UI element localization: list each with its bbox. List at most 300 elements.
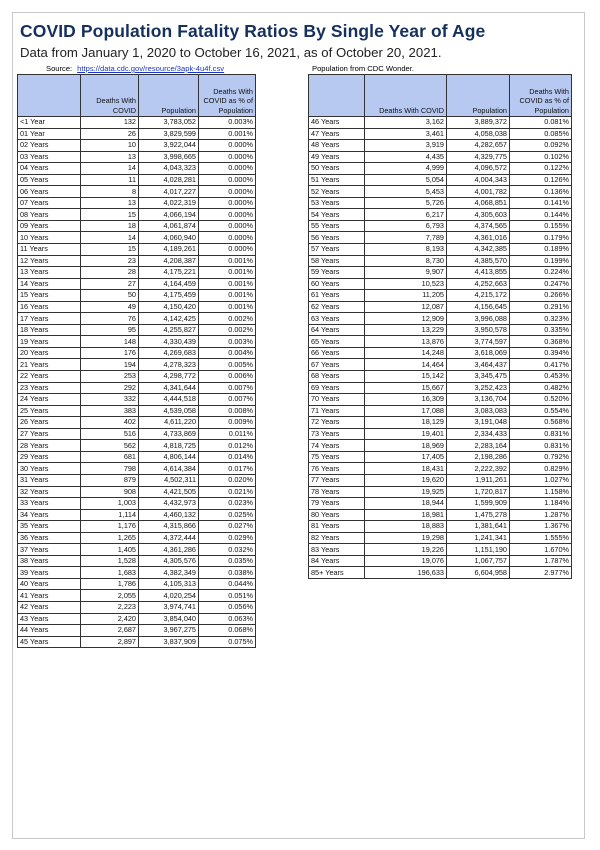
table-row (18, 290, 256, 302)
deaths-cell: 1,405 (81, 544, 139, 556)
percent-cell: 0.482% (510, 382, 572, 394)
table-row (309, 544, 572, 556)
age-cell: 21 Years (18, 359, 81, 371)
age-cell: 53 Years (309, 197, 365, 209)
percent-cell: 0.189% (510, 244, 572, 256)
table-row (18, 532, 256, 544)
age-cell: 38 Years (18, 555, 81, 567)
deaths-cell: 15 (81, 209, 139, 221)
age-cell: 22 Years (18, 371, 81, 383)
population-cell: 4,502,311 (139, 474, 199, 486)
deaths-cell: 194 (81, 359, 139, 371)
table-row (309, 417, 572, 429)
table-row (18, 590, 256, 602)
deaths-cell: 176 (81, 347, 139, 359)
percent-cell: 0.000% (199, 220, 256, 232)
table-row (18, 578, 256, 590)
deaths-cell: 516 (81, 428, 139, 440)
percent-cell: 0.085% (510, 128, 572, 140)
percent-cell: 0.023% (199, 498, 256, 510)
percent-cell: 0.453% (510, 371, 572, 383)
deaths-cell: 908 (81, 486, 139, 498)
table-row (18, 509, 256, 521)
table-row (309, 278, 572, 290)
age-cell: 65 Years (309, 336, 365, 348)
percent-cell: 0.035% (199, 555, 256, 567)
deaths-cell: 6,217 (365, 209, 447, 221)
percent-cell: 0.122% (510, 163, 572, 175)
percent-cell: 0.199% (510, 255, 572, 267)
table-row (18, 555, 256, 567)
population-cell: 4,060,940 (139, 232, 199, 244)
percent-cell: 0.017% (199, 463, 256, 475)
age-cell: 26 Years (18, 417, 81, 429)
table-row (309, 209, 572, 221)
age-header (18, 75, 81, 117)
percent-cell: 1.158% (510, 486, 572, 498)
population-cell: 4,269,683 (139, 347, 199, 359)
age-cell: 17 Years (18, 313, 81, 325)
population-cell: 4,278,323 (139, 359, 199, 371)
table-row (18, 382, 256, 394)
age-cell: 19 Years (18, 336, 81, 348)
deaths-cell: 18,981 (365, 509, 447, 521)
deaths-cell: 17,405 (365, 451, 447, 463)
source-link[interactable]: https://data.cdc.gov/resource/3apk-4u4f.csv (77, 64, 225, 73)
percent-cell: 0.027% (199, 521, 256, 533)
population-cell: 3,950,578 (447, 324, 510, 336)
deaths-cell: 13 (81, 197, 139, 209)
table-row (18, 451, 256, 463)
population-cell: 4,413,855 (447, 267, 510, 279)
percent-cell: 0.831% (510, 440, 572, 452)
table-row (309, 451, 572, 463)
age-cell: 79 Years (309, 498, 365, 510)
percent-cell: 0.144% (510, 209, 572, 221)
percent-cell: 0.003% (199, 117, 256, 129)
table-row (309, 117, 572, 129)
percent-cell: 0.001% (199, 128, 256, 140)
table-row (309, 186, 572, 198)
population-cell: 4,022,319 (139, 197, 199, 209)
table-row (309, 555, 572, 567)
age-cell: 06 Years (18, 186, 81, 198)
table-row (18, 521, 256, 533)
population-cell: 4,374,565 (447, 220, 510, 232)
percent-cell: 0.000% (199, 151, 256, 163)
deaths-cell: 18 (81, 220, 139, 232)
table-row (18, 347, 256, 359)
deaths-cell: 13,876 (365, 336, 447, 348)
table-row (18, 244, 256, 256)
table-row (18, 278, 256, 290)
percent-cell: 0.081% (510, 117, 572, 129)
table-row (309, 151, 572, 163)
table-row (18, 301, 256, 313)
table-row (309, 313, 572, 325)
age-cell: 27 Years (18, 428, 81, 440)
population-cell: 3,922,044 (139, 140, 199, 152)
population-cell: 4,061,874 (139, 220, 199, 232)
deaths-cell: 3,461 (365, 128, 447, 140)
age-header (309, 75, 365, 117)
age-cell: 05 Years (18, 174, 81, 186)
table-row (309, 301, 572, 313)
age-cell: 28 Years (18, 440, 81, 452)
age-cell: 57 Years (309, 244, 365, 256)
deaths-cell: 15,667 (365, 382, 447, 394)
table-row (309, 128, 572, 140)
table-row (309, 382, 572, 394)
age-cell: 42 Years (18, 601, 81, 613)
table-row (18, 625, 256, 637)
population-cell: 3,854,040 (139, 613, 199, 625)
age-cell: 29 Years (18, 451, 81, 463)
population-cell: 4,341,644 (139, 382, 199, 394)
age-cell: 59 Years (309, 267, 365, 279)
population-cell: 3,083,083 (447, 405, 510, 417)
percent-cell: 0.368% (510, 336, 572, 348)
deaths-cell: 15 (81, 244, 139, 256)
table-row (18, 371, 256, 383)
deaths-cell: 19,925 (365, 486, 447, 498)
table-row (309, 255, 572, 267)
table-row (18, 209, 256, 221)
table-row (309, 463, 572, 475)
population-cell: 4,043,323 (139, 163, 199, 175)
deaths-cell: 1,176 (81, 521, 139, 533)
table-row (309, 347, 572, 359)
population-cell: 4,282,657 (447, 140, 510, 152)
deaths-cell: 50 (81, 290, 139, 302)
deaths-cell: 19,620 (365, 474, 447, 486)
age-cell: 85+ Years (309, 567, 365, 579)
population-cell: 1,599,909 (447, 498, 510, 510)
deaths-cell: 11 (81, 174, 139, 186)
age-cell: 51 Years (309, 174, 365, 186)
age-cell: 81 Years (309, 521, 365, 533)
deaths-header: Deaths With COVID (81, 75, 139, 117)
population-cell: 2,198,286 (447, 451, 510, 463)
population-cell: 4,382,349 (139, 567, 199, 579)
percent-cell: 0.001% (199, 278, 256, 290)
age-cell: 25 Years (18, 405, 81, 417)
age-cell: 16 Years (18, 301, 81, 313)
percent-cell: 0.032% (199, 544, 256, 556)
population-cell: 4,175,459 (139, 290, 199, 302)
population-cell: 1,475,278 (447, 509, 510, 521)
table-row (18, 601, 256, 613)
percent-cell: 0.038% (199, 567, 256, 579)
table-row (18, 267, 256, 279)
population-cell: 6,604,958 (447, 567, 510, 579)
population-cell: 1,911,261 (447, 474, 510, 486)
population-cell: 4,058,038 (447, 128, 510, 140)
deaths-cell: 19,076 (365, 555, 447, 567)
deaths-cell: 681 (81, 451, 139, 463)
deaths-cell: 26 (81, 128, 139, 140)
deaths-cell: 3,162 (365, 117, 447, 129)
percent-cell: 0.291% (510, 301, 572, 313)
population-cell: 4,315,866 (139, 521, 199, 533)
age-cell: 56 Years (309, 232, 365, 244)
population-cell: 4,342,385 (447, 244, 510, 256)
table-row (309, 521, 572, 533)
population-cell: 3,829,599 (139, 128, 199, 140)
age-cell: 66 Years (309, 347, 365, 359)
table-row (18, 636, 256, 648)
age-cell: 45 Years (18, 636, 81, 648)
age-cell: 04 Years (18, 163, 81, 175)
percent-cell: 0.102% (510, 151, 572, 163)
population-cell: 4,017,227 (139, 186, 199, 198)
age-cell: 46 Years (309, 117, 365, 129)
percent-cell: 1.787% (510, 555, 572, 567)
deaths-cell: 402 (81, 417, 139, 429)
percent-cell: 0.000% (199, 186, 256, 198)
population-cell: 3,837,909 (139, 636, 199, 648)
age-cell: 63 Years (309, 313, 365, 325)
deaths-cell: 879 (81, 474, 139, 486)
table-row (18, 463, 256, 475)
percent-cell: 0.000% (199, 244, 256, 256)
population-header: Population (139, 75, 199, 117)
age-cell: 07 Years (18, 197, 81, 209)
population-cell: 4,818,725 (139, 440, 199, 452)
age-cell: 10 Years (18, 232, 81, 244)
percent-cell: 0.007% (199, 394, 256, 406)
deaths-cell: 7,789 (365, 232, 447, 244)
table-row (18, 544, 256, 556)
age-cell: 36 Years (18, 532, 81, 544)
population-cell: 4,150,420 (139, 301, 199, 313)
population-cell: 2,222,392 (447, 463, 510, 475)
deaths-cell: 76 (81, 313, 139, 325)
table-row (18, 163, 256, 175)
deaths-cell: 798 (81, 463, 139, 475)
percent-cell: 0.335% (510, 324, 572, 336)
table-row (18, 174, 256, 186)
percent-cell: 0.044% (199, 578, 256, 590)
population-cell: 4,068,851 (447, 197, 510, 209)
age-cell: 43 Years (18, 613, 81, 625)
deaths-cell: 1,528 (81, 555, 139, 567)
percent-cell: 0.247% (510, 278, 572, 290)
age-cell: 77 Years (309, 474, 365, 486)
deaths-cell: 2,223 (81, 601, 139, 613)
age-cell: 09 Years (18, 220, 81, 232)
percent-cell: 0.092% (510, 140, 572, 152)
deaths-cell: 132 (81, 117, 139, 129)
percent-cell: 0.021% (199, 486, 256, 498)
table-row (18, 474, 256, 486)
source-label: Source: (46, 64, 73, 73)
table-row (309, 498, 572, 510)
deaths-cell: 4,999 (365, 163, 447, 175)
percent-cell: 0.001% (199, 301, 256, 313)
deaths-cell: 1,265 (81, 532, 139, 544)
percent-cell: 0.075% (199, 636, 256, 648)
age-cell: 35 Years (18, 521, 81, 533)
age-cell: 11 Years (18, 244, 81, 256)
age-cell: 67 Years (309, 359, 365, 371)
table-row (309, 394, 572, 406)
deaths-cell: 2,687 (81, 625, 139, 637)
population-cell: 4,329,775 (447, 151, 510, 163)
population-cell: 4,252,663 (447, 278, 510, 290)
age-cell: 68 Years (309, 371, 365, 383)
population-cell: 4,305,603 (447, 209, 510, 221)
age-cell: 75 Years (309, 451, 365, 463)
age-cell: 73 Years (309, 428, 365, 440)
deaths-cell: 95 (81, 324, 139, 336)
deaths-cell: 332 (81, 394, 139, 406)
population-cell: 3,967,275 (139, 625, 199, 637)
population-cell: 3,774,597 (447, 336, 510, 348)
percent-cell: 0.000% (199, 232, 256, 244)
percent-cell: 0.008% (199, 405, 256, 417)
percent-cell: 1.027% (510, 474, 572, 486)
table-row (309, 267, 572, 279)
deaths-cell: 17,088 (365, 405, 447, 417)
age-cell: 49 Years (309, 151, 365, 163)
table-row (18, 313, 256, 325)
age-cell: 30 Years (18, 463, 81, 475)
table-row (18, 359, 256, 371)
deaths-cell: 1,003 (81, 498, 139, 510)
percent-cell: 0.006% (199, 371, 256, 383)
table-row (18, 394, 256, 406)
deaths-cell: 10,523 (365, 278, 447, 290)
population-cell: 4,385,570 (447, 255, 510, 267)
deaths-cell: 5,453 (365, 186, 447, 198)
percent-cell: 1.670% (510, 544, 572, 556)
age-cell: 20 Years (18, 347, 81, 359)
table-row (18, 255, 256, 267)
population-cell: 3,464,437 (447, 359, 510, 371)
age-cell: 80 Years (309, 509, 365, 521)
table-row (309, 163, 572, 175)
percent-cell: 0.000% (199, 197, 256, 209)
age-cell: 48 Years (309, 140, 365, 152)
population-cell: 3,996,088 (447, 313, 510, 325)
population-cell: 4,164,459 (139, 278, 199, 290)
age-cell: 61 Years (309, 290, 365, 302)
percent-cell: 0.520% (510, 394, 572, 406)
percent-cell: 0.000% (199, 209, 256, 221)
population-cell: 4,004,343 (447, 174, 510, 186)
population-cell: 1,151,190 (447, 544, 510, 556)
percent-cell: 0.056% (199, 601, 256, 613)
percent-header: Deaths With COVID as % of Population (510, 75, 572, 117)
age-cell: 12 Years (18, 255, 81, 267)
population-cell: 4,444,518 (139, 394, 199, 406)
population-cell: 3,974,741 (139, 601, 199, 613)
age-cell: 01 Year (18, 128, 81, 140)
population-cell: 3,191,048 (447, 417, 510, 429)
age-cell: 70 Years (309, 394, 365, 406)
population-cell: 4,611,220 (139, 417, 199, 429)
percent-cell: 0.001% (199, 255, 256, 267)
population-source: Population from CDC Wonder. (312, 64, 414, 73)
percent-cell: 0.029% (199, 532, 256, 544)
table-row (18, 498, 256, 510)
percent-cell: 0.005% (199, 359, 256, 371)
table-row (18, 428, 256, 440)
age-cell: 08 Years (18, 209, 81, 221)
deaths-cell: 148 (81, 336, 139, 348)
table-row (309, 486, 572, 498)
age-cell: 52 Years (309, 186, 365, 198)
deaths-cell: 13 (81, 151, 139, 163)
percent-cell: 0.000% (199, 140, 256, 152)
population-cell: 1,720,817 (447, 486, 510, 498)
table-row (309, 532, 572, 544)
table-row (309, 567, 572, 579)
table-row (309, 405, 572, 417)
table-header-row (18, 75, 256, 117)
table-row (309, 440, 572, 452)
population-header: Population (447, 75, 510, 117)
percent-cell: 0.002% (199, 324, 256, 336)
deaths-cell: 6,793 (365, 220, 447, 232)
table-row (18, 220, 256, 232)
table-row (18, 417, 256, 429)
percent-cell: 0.323% (510, 313, 572, 325)
percent-cell: 0.829% (510, 463, 572, 475)
table-row (309, 359, 572, 371)
population-cell: 4,733,869 (139, 428, 199, 440)
deaths-cell: 2,420 (81, 613, 139, 625)
population-cell: 1,067,757 (447, 555, 510, 567)
age-cell: 23 Years (18, 382, 81, 394)
deaths-cell: 49 (81, 301, 139, 313)
age-cell: 13 Years (18, 267, 81, 279)
age-cell: 32 Years (18, 486, 81, 498)
percent-cell: 0.004% (199, 347, 256, 359)
table-row (18, 405, 256, 417)
deaths-header: Deaths With COVID (365, 75, 447, 117)
deaths-cell: 562 (81, 440, 139, 452)
deaths-cell: 23 (81, 255, 139, 267)
percent-cell: 0.155% (510, 220, 572, 232)
percent-cell: 0.179% (510, 232, 572, 244)
table-row (18, 486, 256, 498)
deaths-cell: 19,226 (365, 544, 447, 556)
deaths-cell: 18,969 (365, 440, 447, 452)
deaths-cell: 253 (81, 371, 139, 383)
age-cell: 64 Years (309, 324, 365, 336)
population-cell: 4,421,505 (139, 486, 199, 498)
source-line (46, 64, 224, 73)
percent-cell: 0.831% (510, 428, 572, 440)
percent-cell: 2.977% (510, 567, 572, 579)
population-cell: 4,539,058 (139, 405, 199, 417)
age-cell: 72 Years (309, 417, 365, 429)
percent-cell: 0.394% (510, 347, 572, 359)
percent-cell: 0.568% (510, 417, 572, 429)
deaths-cell: 4,435 (365, 151, 447, 163)
table-row (18, 336, 256, 348)
age-cell: 34 Years (18, 509, 81, 521)
age-cell: 33 Years (18, 498, 81, 510)
deaths-cell: 1,786 (81, 578, 139, 590)
percent-cell: 1.367% (510, 521, 572, 533)
age-cell: 54 Years (309, 209, 365, 221)
table-row (18, 128, 256, 140)
percent-cell: 0.011% (199, 428, 256, 440)
percent-cell: 0.063% (199, 613, 256, 625)
